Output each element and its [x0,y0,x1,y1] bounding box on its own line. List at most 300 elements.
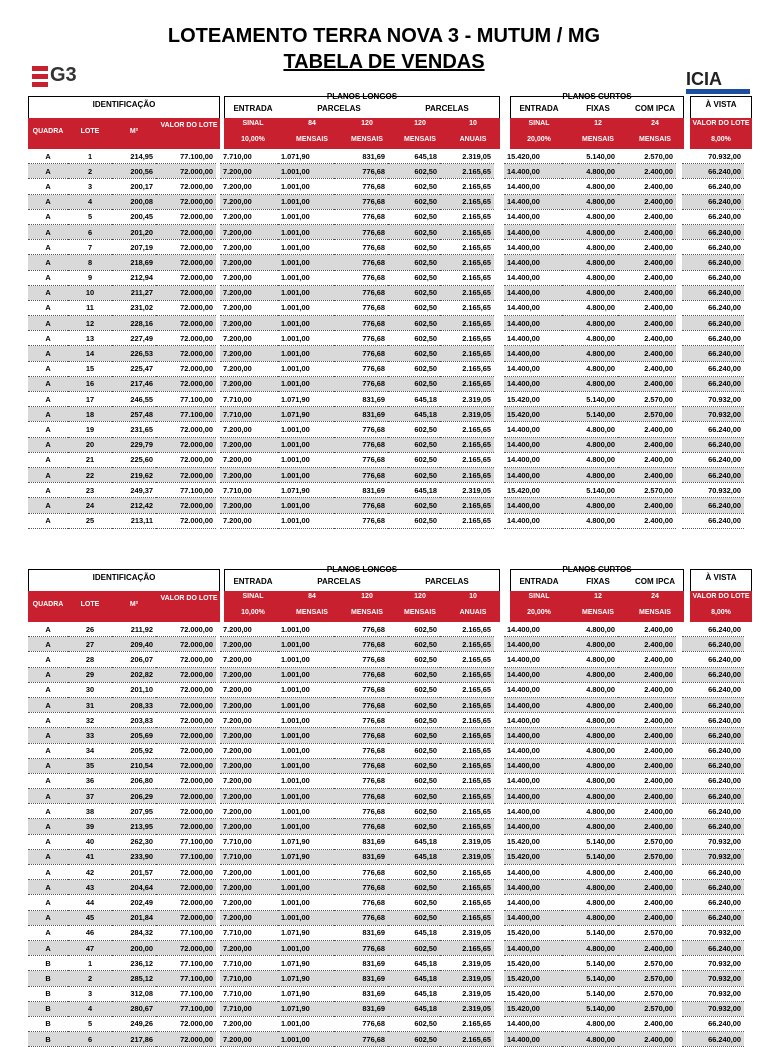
cell-parcela-10-anual: 2.165,65 [440,819,494,834]
col-12-mensais: MENSAIS [570,609,626,616]
cell-sinal-10: 7.200,00 [220,1032,278,1047]
cell-parcela-120-mensal: 602,50 [388,940,440,955]
cell-lote: 21 [68,452,112,467]
cell-m2: 212,42 [112,498,156,513]
cell-sinal-10: 7.200,00 [220,422,278,437]
col-lote: LOTE [68,128,112,135]
cell-lote: 8 [68,255,112,270]
table-row [28,300,744,315]
cell-parcela-120-mensal: 602,50 [388,758,440,773]
cell-m2: 211,27 [112,285,156,300]
cell-ipca-24: 2.570,00 [618,407,676,422]
cell-parcela-84: 1.071,90 [278,956,334,971]
cell-sinal-10: 7.200,00 [220,452,278,467]
cell-ipca-24: 2.400,00 [618,804,676,819]
col-84: 84 [284,120,340,127]
cell-parcela-120-mensal: 602,50 [388,209,440,224]
cell-m2: 210,54 [112,758,156,773]
cell-sinal-20: 14.400,00 [504,422,562,437]
cell-valor-lote: 72.000,00 [156,194,216,209]
cell-parcela-120: 776,68 [334,270,388,285]
cell-m2: 226,53 [112,346,156,361]
cell-sinal-10: 7.200,00 [220,513,278,528]
cell-parcela-10-anual: 2.165,65 [440,467,494,482]
cell-parcela-120: 776,68 [334,637,388,652]
table-row [28,1032,744,1047]
cell-sinal-20: 14.400,00 [504,452,562,467]
col-120-mensais: MENSAIS [340,609,394,616]
table-row [28,392,744,407]
cell-parcela-84: 1.071,90 [278,849,334,864]
cell-sinal-20: 14.400,00 [504,682,562,697]
cell-sinal-20: 14.400,00 [504,1016,562,1031]
cell-quadra: A [28,925,68,940]
cell-parcela-120: 831,69 [334,483,388,498]
cell-fixa-12: 4.800,00 [562,240,618,255]
cell-parcela-10-anual: 2.165,65 [440,637,494,652]
cell-m2: 231,02 [112,300,156,315]
cell-sinal-10: 7.200,00 [220,240,278,255]
cell-lote: 15 [68,361,112,376]
cell-valor-lote: 77.100,00 [156,971,216,986]
g3-logo-icon [32,66,48,88]
table-row [28,743,744,758]
cell-quadra: A [28,316,68,331]
cell-parcela-120-mensal: 602,50 [388,804,440,819]
cell-quadra: A [28,407,68,422]
cell-valor-lote: 72.000,00 [156,743,216,758]
cell-sinal-20: 14.400,00 [504,713,562,728]
cell-sinal-10: 7.710,00 [220,1001,278,1016]
cell-parcela-84: 1.001,00 [278,728,334,743]
cell-ipca-24: 2.400,00 [618,270,676,285]
col-120: 120 [340,593,394,600]
cell-m2: 206,80 [112,773,156,788]
cell-valor-lote: 77.100,00 [156,149,216,164]
cell-parcela-120: 776,68 [334,622,388,637]
cell-fixa-12: 5.140,00 [562,483,618,498]
cell-parcela-84: 1.001,00 [278,637,334,652]
cell-parcela-84: 1.001,00 [278,819,334,834]
cell-parcela-84: 1.001,00 [278,300,334,315]
cell-lote: 46 [68,925,112,940]
cell-parcela-84: 1.001,00 [278,1032,334,1047]
cell-parcela-120: 776,68 [334,422,388,437]
cell-valor-vista: 66.240,00 [682,819,744,834]
entrada-label: ENTRADA [233,104,273,113]
column-gap [494,834,504,849]
cell-lote: 11 [68,300,112,315]
cell-lote: 6 [68,1032,112,1047]
column-gap [494,513,504,528]
cell-fixa-12: 4.800,00 [562,652,618,667]
column-gap [494,667,504,682]
table-row [28,652,744,667]
cell-sinal-10: 7.200,00 [220,209,278,224]
column-gap [494,224,504,239]
cell-parcela-84: 1.001,00 [278,622,334,637]
cell-valor-lote: 72.000,00 [156,240,216,255]
cell-m2: 205,92 [112,743,156,758]
cell-lote: 2 [68,971,112,986]
cell-fixa-12: 4.800,00 [562,697,618,712]
cell-sinal-20: 14.400,00 [504,940,562,955]
cell-valor-vista: 70.932,00 [682,971,744,986]
cell-ipca-24: 2.400,00 [618,361,676,376]
cell-parcela-120: 831,69 [334,925,388,940]
cell-lote: 42 [68,865,112,880]
cell-sinal-20: 14.400,00 [504,865,562,880]
col-120-mensais: MENSAIS [340,136,394,143]
cell-parcela-120-mensal: 645,18 [388,407,440,422]
cell-parcela-120-mensal: 645,18 [388,149,440,164]
cell-parcela-10-anual: 2.165,65 [440,895,494,910]
cell-parcela-120-mensal: 602,50 [388,164,440,179]
cell-parcela-120-mensal: 602,50 [388,376,440,391]
cell-fixa-12: 4.800,00 [562,819,618,834]
cell-sinal-10: 7.200,00 [220,713,278,728]
cell-valor-lote: 72.000,00 [156,164,216,179]
cell-quadra: A [28,483,68,498]
cell-parcela-120: 831,69 [334,849,388,864]
cell-parcela-120: 776,68 [334,209,388,224]
planos-longos-label: PLANOS LONGOS [326,92,398,101]
cell-sinal-10: 7.200,00 [220,789,278,804]
cell-m2: 280,67 [112,1001,156,1016]
cell-parcela-120: 776,68 [334,300,388,315]
cell-sinal-20: 14.400,00 [504,164,562,179]
cell-parcela-120-mensal: 645,18 [388,1001,440,1016]
cell-valor-lote: 72.000,00 [156,728,216,743]
cell-m2: 285,12 [112,971,156,986]
cell-lote: 34 [68,743,112,758]
cell-ipca-24: 2.400,00 [618,498,676,513]
cell-parcela-84: 1.001,00 [278,240,334,255]
cell-sinal-20: 14.400,00 [504,361,562,376]
cell-quadra: A [28,224,68,239]
col-24: 24 [626,120,684,127]
cell-valor-lote: 72.000,00 [156,1016,216,1031]
cell-quadra: A [28,209,68,224]
cell-fixa-12: 4.800,00 [562,361,618,376]
table-row [28,697,744,712]
table-row [28,819,744,834]
cell-sinal-20: 14.400,00 [504,789,562,804]
cell-lote: 5 [68,1016,112,1031]
cell-parcela-120: 776,68 [334,865,388,880]
cell-parcela-10-anual: 2.165,65 [440,713,494,728]
planos-longos-label: PLANOS LONGOS [326,565,398,574]
cell-lote: 23 [68,483,112,498]
cell-parcela-84: 1.001,00 [278,452,334,467]
table-row [28,437,744,452]
column-gap [494,986,504,1001]
cell-parcela-10-anual: 2.165,65 [440,910,494,925]
table-row [28,849,744,864]
cell-m2: 200,56 [112,164,156,179]
cell-sinal-20: 15.420,00 [504,849,562,864]
cell-m2: 217,86 [112,1032,156,1047]
cell-m2: 207,19 [112,240,156,255]
cell-m2: 201,10 [112,682,156,697]
column-gap [494,682,504,697]
cell-ipca-24: 2.400,00 [618,910,676,925]
cell-lote: 37 [68,789,112,804]
table-row [28,925,744,940]
cell-valor-vista: 66.240,00 [682,240,744,255]
cell-parcela-10-anual: 2.165,65 [440,940,494,955]
cell-fixa-12: 4.800,00 [562,622,618,637]
cell-m2: 206,29 [112,789,156,804]
cell-valor-vista: 70.932,00 [682,1001,744,1016]
cell-fixa-12: 4.800,00 [562,270,618,285]
cell-parcela-10-anual: 2.165,65 [440,773,494,788]
cell-sinal-10: 7.200,00 [220,361,278,376]
cell-valor-lote: 77.100,00 [156,986,216,1001]
cell-ipca-24: 2.400,00 [618,331,676,346]
cell-quadra: A [28,758,68,773]
column-gap [494,164,504,179]
cell-parcela-84: 1.001,00 [278,773,334,788]
cell-parcela-84: 1.001,00 [278,209,334,224]
cell-lote: 14 [68,346,112,361]
cell-parcela-120-mensal: 645,18 [388,971,440,986]
entrada2-label: ENTRADA [519,104,559,113]
cell-valor-lote: 72.000,00 [156,682,216,697]
cell-parcela-120-mensal: 602,50 [388,713,440,728]
cell-lote: 29 [68,667,112,682]
cell-fixa-12: 4.800,00 [562,452,618,467]
cell-fixa-12: 4.800,00 [562,865,618,880]
column-gap [494,437,504,452]
cell-sinal-10: 7.200,00 [220,331,278,346]
cell-valor-lote: 77.100,00 [156,849,216,864]
planos-curtos-label: PLANOS CURTOS [562,92,632,101]
cell-sinal-10: 7.200,00 [220,667,278,682]
column-gap [494,346,504,361]
cell-valor-vista: 66.240,00 [682,1016,744,1031]
table-row [28,789,744,804]
cell-sinal-10: 7.710,00 [220,986,278,1001]
table-row [28,956,744,971]
cell-valor-lote: 72.000,00 [156,422,216,437]
cell-parcela-10-anual: 2.165,65 [440,164,494,179]
col-12: 12 [570,120,626,127]
parcelas2-label: PARCELAS [425,104,469,113]
cell-parcela-120: 776,68 [334,285,388,300]
cell-parcela-120-mensal: 602,50 [388,773,440,788]
cell-sinal-20: 14.400,00 [504,224,562,239]
column-gap [494,149,504,164]
parcelas-label: PARCELAS [317,577,361,586]
table-row [28,361,744,376]
cell-parcela-120: 776,68 [334,804,388,819]
cell-valor-vista: 70.932,00 [682,849,744,864]
column-gap [494,652,504,667]
cell-parcela-84: 1.071,90 [278,834,334,849]
cell-lote: 28 [68,652,112,667]
cell-sinal-10: 7.710,00 [220,956,278,971]
cell-ipca-24: 2.400,00 [618,316,676,331]
cell-m2: 201,20 [112,224,156,239]
cell-valor-vista: 66.240,00 [682,164,744,179]
cell-parcela-10-anual: 2.319,05 [440,925,494,940]
cell-valor-vista: 66.240,00 [682,452,744,467]
cell-valor-vista: 66.240,00 [682,940,744,955]
cell-valor-lote: 72.000,00 [156,773,216,788]
cell-quadra: A [28,895,68,910]
table-row [28,452,744,467]
cell-parcela-120: 776,68 [334,437,388,452]
cell-sinal-10: 7.200,00 [220,652,278,667]
cell-parcela-120-mensal: 602,50 [388,179,440,194]
cell-parcela-10-anual: 2.165,65 [440,758,494,773]
cell-fixa-12: 4.800,00 [562,316,618,331]
cell-valor-lote: 72.000,00 [156,209,216,224]
cell-parcela-120-mensal: 602,50 [388,728,440,743]
cell-sinal-20: 14.400,00 [504,316,562,331]
cell-valor-vista: 66.240,00 [682,773,744,788]
col-120b-mensais: MENSAIS [394,609,446,616]
table-row [28,422,744,437]
cell-sinal-10: 7.710,00 [220,149,278,164]
cell-parcela-84: 1.001,00 [278,224,334,239]
cell-quadra: A [28,910,68,925]
column-gap [494,240,504,255]
cell-parcela-10-anual: 2.319,05 [440,407,494,422]
cell-fixa-12: 4.800,00 [562,437,618,452]
cell-valor-lote: 72.000,00 [156,285,216,300]
cell-lote: 33 [68,728,112,743]
cell-ipca-24: 2.570,00 [618,392,676,407]
cell-fixa-12: 4.800,00 [562,743,618,758]
cell-sinal-20: 14.400,00 [504,652,562,667]
cell-quadra: A [28,255,68,270]
cell-lote: 44 [68,895,112,910]
cell-parcela-84: 1.001,00 [278,895,334,910]
column-gap [494,331,504,346]
col-120b-mensais: MENSAIS [394,136,446,143]
cell-valor-vista: 66.240,00 [682,667,744,682]
cell-parcela-10-anual: 2.165,65 [440,224,494,239]
cell-parcela-84: 1.001,00 [278,1016,334,1031]
cell-parcela-120-mensal: 602,50 [388,331,440,346]
cell-parcela-84: 1.001,00 [278,437,334,452]
cell-m2: 200,17 [112,179,156,194]
cell-fixa-12: 4.800,00 [562,331,618,346]
column-gap [494,697,504,712]
cell-parcela-120-mensal: 602,50 [388,361,440,376]
cell-parcela-120: 776,68 [334,713,388,728]
column-gap [494,361,504,376]
cell-valor-lote: 72.000,00 [156,819,216,834]
cell-parcela-120: 831,69 [334,149,388,164]
table-row [28,986,744,1001]
cell-parcela-120-mensal: 602,50 [388,316,440,331]
cell-parcela-84: 1.001,00 [278,194,334,209]
cell-valor-lote: 72.000,00 [156,452,216,467]
cell-quadra: A [28,682,68,697]
cell-sinal-20: 14.400,00 [504,758,562,773]
com-ipca-label: COM IPCA [635,104,675,113]
table-row [28,513,744,528]
cell-sinal-10: 7.200,00 [220,346,278,361]
cell-parcela-10-anual: 2.165,65 [440,743,494,758]
col-120b: 120 [394,593,446,600]
cell-parcela-84: 1.071,90 [278,1001,334,1016]
cell-parcela-84: 1.001,00 [278,376,334,391]
cell-m2: 214,95 [112,149,156,164]
cell-parcela-120-mensal: 602,50 [388,895,440,910]
cell-sinal-20: 14.400,00 [504,804,562,819]
cell-m2: 213,95 [112,819,156,834]
cell-fixa-12: 5.140,00 [562,849,618,864]
cell-fixa-12: 4.800,00 [562,789,618,804]
cell-parcela-84: 1.001,00 [278,498,334,513]
cell-quadra: A [28,240,68,255]
cell-parcela-10-anual: 2.165,65 [440,804,494,819]
cell-valor-lote: 77.100,00 [156,392,216,407]
column-gap [494,407,504,422]
cell-quadra: A [28,637,68,652]
cell-valor-vista: 66.240,00 [682,637,744,652]
col-24-mensais: MENSAIS [626,609,684,616]
cell-sinal-10: 7.200,00 [220,728,278,743]
cell-quadra: A [28,300,68,315]
column-gap [494,467,504,482]
table-row [28,179,744,194]
cell-valor-lote: 72.000,00 [156,880,216,895]
cell-valor-vista: 70.932,00 [682,956,744,971]
cell-sinal-20: 14.400,00 [504,331,562,346]
cell-fixa-12: 4.800,00 [562,209,618,224]
identificacao-label: IDENTIFICAÇÃO [92,100,156,109]
table-header [28,565,752,622]
cell-lote: 38 [68,804,112,819]
cell-lote: 5 [68,209,112,224]
cell-parcela-120: 776,68 [334,940,388,955]
cell-m2: 202,49 [112,895,156,910]
cell-ipca-24: 2.400,00 [618,713,676,728]
cell-lote: 3 [68,179,112,194]
cell-m2: 219,62 [112,467,156,482]
cell-ipca-24: 2.400,00 [618,1016,676,1031]
cell-m2: 200,08 [112,194,156,209]
cell-m2: 262,30 [112,834,156,849]
cell-fixa-12: 4.800,00 [562,682,618,697]
col-valor-lote: VALOR DO LOTE [160,122,218,129]
cell-quadra: A [28,285,68,300]
cell-fixa-12: 4.800,00 [562,667,618,682]
column-gap [494,910,504,925]
cell-parcela-120-mensal: 645,18 [388,986,440,1001]
cell-parcela-120: 776,68 [334,682,388,697]
cell-ipca-24: 2.400,00 [618,437,676,452]
cell-valor-vista: 66.240,00 [682,880,744,895]
cell-ipca-24: 2.400,00 [618,1032,676,1047]
cell-quadra: A [28,940,68,955]
cell-quadra: A [28,743,68,758]
cell-parcela-120: 831,69 [334,1001,388,1016]
table-row [28,637,744,652]
cell-valor-vista: 66.240,00 [682,713,744,728]
column-gap [494,622,504,637]
cell-parcela-120-mensal: 602,50 [388,682,440,697]
cell-ipca-24: 2.400,00 [618,789,676,804]
cell-parcela-10-anual: 2.319,05 [440,849,494,864]
cell-parcela-10-anual: 2.165,65 [440,270,494,285]
cell-ipca-24: 2.400,00 [618,728,676,743]
